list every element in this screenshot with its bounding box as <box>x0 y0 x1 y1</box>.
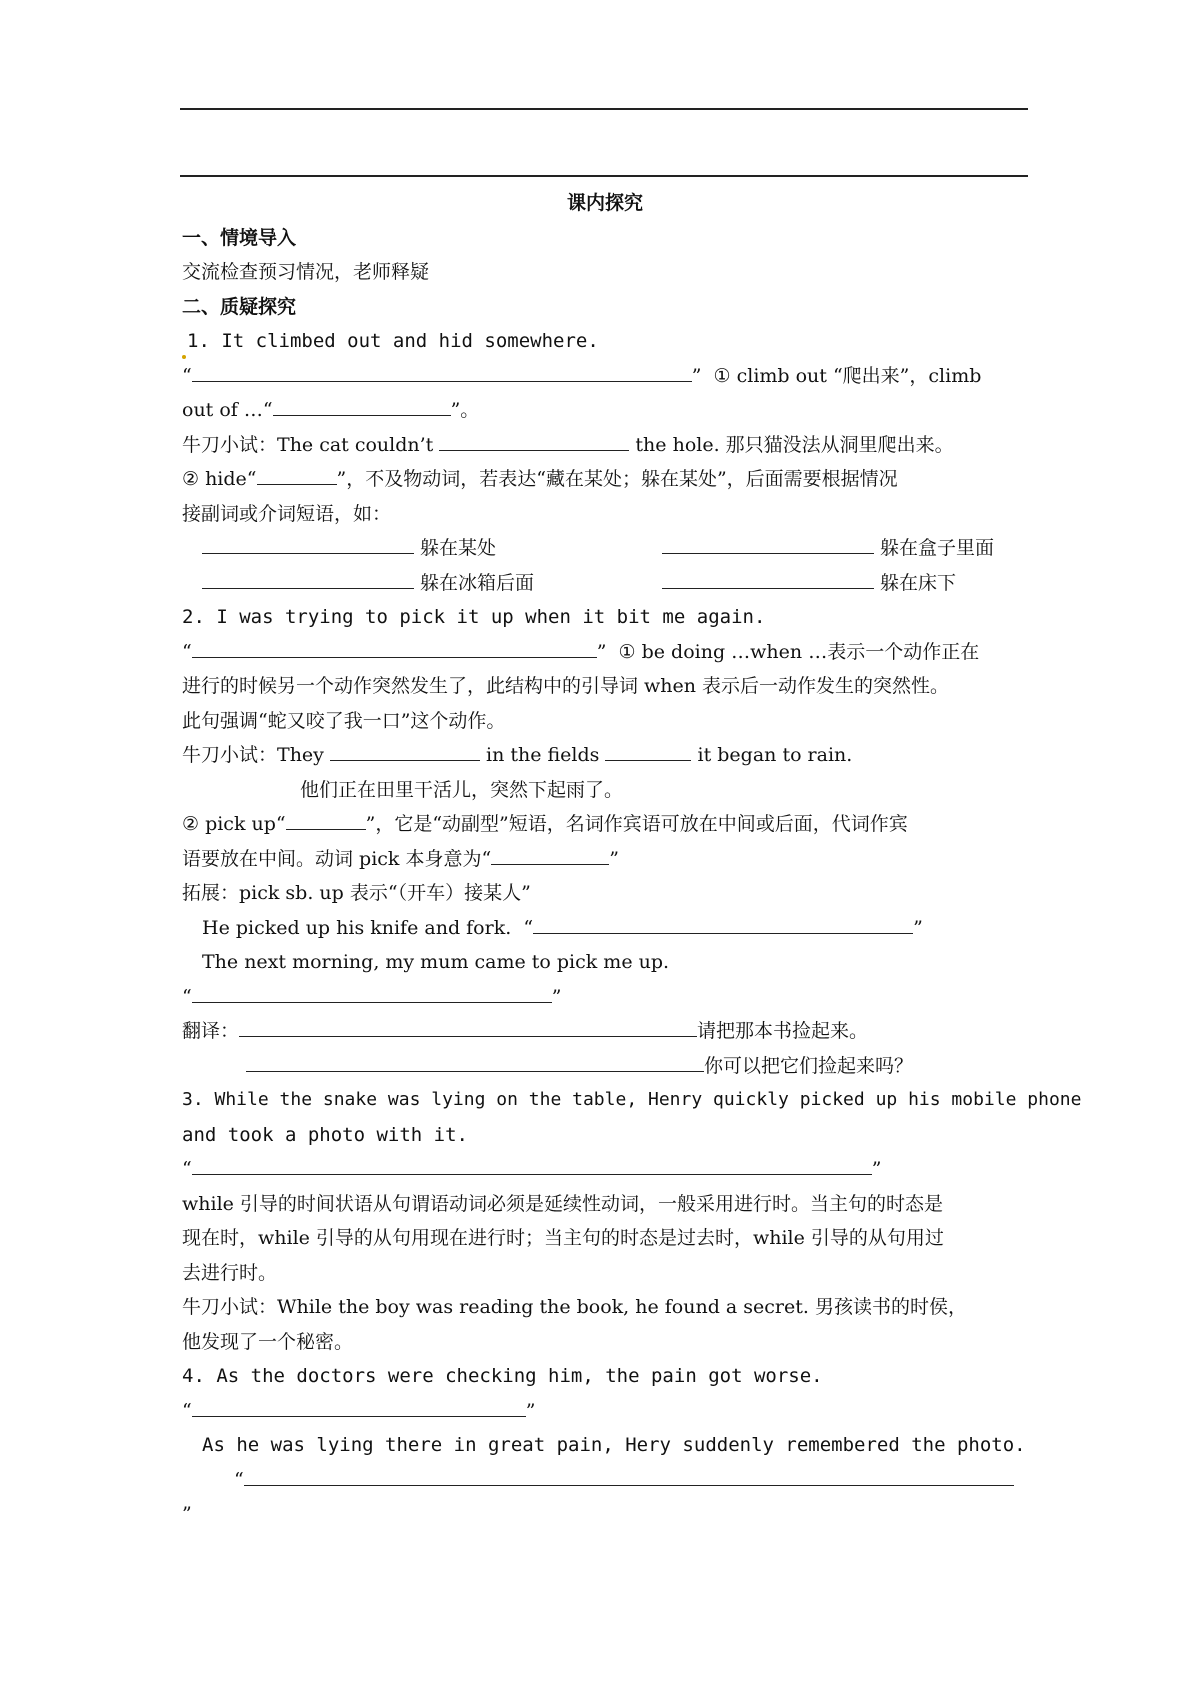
q3-trial-b: 他发现了一个秘密。 <box>182 1330 354 1353</box>
answer-blank[interactable] <box>330 740 480 761</box>
quote-open: “ <box>182 1399 192 1422</box>
quote-open: “ <box>234 1468 244 1491</box>
q2-note-b: 进行的时候另一个动作突然发生了，此结构中的引导词 when 表示后一动作发生的突然性。 <box>182 675 950 697</box>
answer-blank[interactable] <box>192 982 552 1003</box>
hide-item-label: 躲在冰箱后面 <box>420 571 535 594</box>
header-rule-second <box>180 175 1028 177</box>
q2-trial-cn: 他们正在田里干活儿，突然下起雨了。 <box>300 778 624 801</box>
quote-open: “ <box>182 640 192 663</box>
q2-note-c: 此句强调“蛇又咬了我一口”这个动作。 <box>182 709 506 732</box>
answer-blank[interactable] <box>246 1051 704 1072</box>
q2-extension: 拓展：pick sb. up 表示“（开车）接某人” <box>182 882 531 904</box>
quote-close: ” <box>913 916 923 939</box>
quote-close: ” <box>596 640 607 663</box>
hide-item <box>662 531 1048 566</box>
answer-blank[interactable] <box>491 844 609 865</box>
answer-blank[interactable] <box>273 395 451 416</box>
answer-blank[interactable] <box>662 568 874 589</box>
hide-item <box>202 566 662 601</box>
trial-label: 牛刀小试： <box>182 744 278 766</box>
q3-note-b: 现在时，while 引导的从句用现在进行时；当主句的时态是过去时，while 引导的从句用过 <box>182 1227 944 1249</box>
q1-note: ① climb out “爬出来”，climb <box>713 364 982 387</box>
answer-blank[interactable] <box>202 568 414 589</box>
q2-translation-line <box>182 635 1028 670</box>
answer-blank[interactable] <box>605 740 691 761</box>
q2-example1 <box>182 911 1028 946</box>
trial-label: 牛刀小试： <box>182 433 278 456</box>
q2-pick-a: ② pick up“ <box>182 813 286 835</box>
q1-trial-b: the hole. 那只猫没法从洞里爬出来。 <box>635 433 954 456</box>
q2-example2: The next morning, my mum came to pick me up. <box>202 951 670 973</box>
answer-blank[interactable] <box>192 361 692 382</box>
answer-blank[interactable] <box>202 533 414 554</box>
quote-open: “ <box>523 916 534 939</box>
q3-note-c: 去进行时。 <box>182 1261 278 1284</box>
section2-heading: 二、质疑探究 <box>182 295 297 318</box>
q1-sentence-text: 1. It climbed out and hid somewhere. <box>187 330 599 352</box>
q3-sentence-a: 3. While the snake was lying on the table, Henry quickly picked up his mobile phone <box>182 1089 1082 1110</box>
q1-hide-b: ”，不及物动词，若表达“藏在某处；躲在某处”，后面需要根据情况 <box>336 468 898 490</box>
q2-trial <box>182 738 1028 773</box>
answer-blank[interactable] <box>533 913 913 934</box>
q2-note-a: ① be doing …when …表示一个动作正在 <box>618 640 980 663</box>
section1-heading: 一、情境导入 <box>182 226 297 249</box>
hide-phrases <box>182 531 1028 600</box>
q2-translate1 <box>182 1014 1028 1049</box>
q1-translation-line <box>182 359 1028 394</box>
answer-blank[interactable] <box>192 1396 526 1417</box>
translate-label: 翻译： <box>182 1020 240 1042</box>
worksheet <box>182 186 1082 1532</box>
hide-item <box>202 531 662 566</box>
answer-blank[interactable] <box>439 430 629 451</box>
section1-text: 交流检查预习情况，老师释疑 <box>182 261 430 283</box>
header-rule <box>180 108 1028 110</box>
q1-note-line2 <box>182 393 1028 428</box>
hide-item-label: 躲在盒子里面 <box>880 537 995 559</box>
q2-pick-c: 语要放在中间。动词 pick 本身意为“ <box>182 847 492 870</box>
q1-hide-line2: 接副词或介词短语，如： <box>182 502 392 525</box>
q3-note-a: while 引导的时间状语从句谓语动词必须是延续性动词，一般采用进行时。当主句的时态是 <box>182 1192 943 1215</box>
quote-close: ” <box>525 1399 536 1422</box>
q2-translate2 <box>182 1049 1028 1084</box>
q1-trial <box>182 428 1028 463</box>
quote-close: ” <box>691 364 702 387</box>
q3-sentence-b: and took a photo with it. <box>182 1123 468 1146</box>
q2-pick-line <box>182 807 1028 842</box>
answer-blank[interactable] <box>239 1016 697 1037</box>
q2-pick-c-end: ” <box>609 847 619 870</box>
q1-hide-line <box>182 462 1028 497</box>
hide-item-label: 躲在某处 <box>420 537 497 559</box>
q1-note-b: out of …“ <box>182 399 273 421</box>
q1-trial-a: The cat couldn’t <box>277 433 434 456</box>
q2-translate2-text: 你可以把它们捡起来吗？ <box>704 1054 914 1077</box>
quote-close: ” <box>871 1158 882 1180</box>
page-title: 课内探究 <box>566 192 643 214</box>
q2-trial-b: in the fields <box>486 744 600 766</box>
quote-open: “ <box>182 985 192 1008</box>
answer-blank[interactable] <box>286 809 366 830</box>
answer-blank[interactable] <box>244 1465 1014 1486</box>
q1-note-end: ”。 <box>450 399 480 421</box>
q1-sentence <box>182 324 1028 359</box>
quote-open: “ <box>182 1158 192 1180</box>
quote-open: “ <box>182 364 192 387</box>
q4-example: As he was lying there in great pain, Hery suddenly remembered the photo. <box>202 1434 1026 1456</box>
q2-translate1-text: 请把那本书捡起来。 <box>697 1020 869 1042</box>
q2-pick-line2 <box>182 842 1028 877</box>
q2-pick-b: ”，它是“动副型”短语，名词作宾语可放在中间或后面，代词作宾 <box>365 813 908 835</box>
q1-hide-a: ② hide“ <box>182 468 257 490</box>
q3-trial-a: 牛刀小试：While the boy was reading the book, he found a secret. 男孩读书的时侯， <box>182 1296 967 1318</box>
q4-translation-line <box>182 1394 1028 1429</box>
hide-item-label: 躲在床下 <box>880 571 957 594</box>
q2-example2-translation <box>182 980 1028 1015</box>
answer-blank[interactable] <box>192 637 597 658</box>
q2-example1-text: He picked up his knife and fork. <box>202 916 512 939</box>
answer-blank[interactable] <box>662 533 874 554</box>
q2-trial-c: it began to rain. <box>697 744 853 766</box>
hide-item <box>662 566 1048 601</box>
q3-translation-line <box>182 1152 1028 1187</box>
q4-example-translation <box>182 1463 1028 1498</box>
q4-example-close: ” <box>182 1503 192 1525</box>
q4-sentence: 4. As the doctors were checking him, the pain got worse. <box>182 1365 823 1387</box>
q2-trial-a: They <box>277 744 324 766</box>
quote-close: ” <box>551 985 562 1008</box>
answer-blank[interactable] <box>257 464 337 485</box>
answer-blank[interactable] <box>192 1154 872 1175</box>
q2-sentence: 2. I was trying to pick it up when it bit me again. <box>182 606 766 628</box>
marker-dot <box>182 355 186 359</box>
